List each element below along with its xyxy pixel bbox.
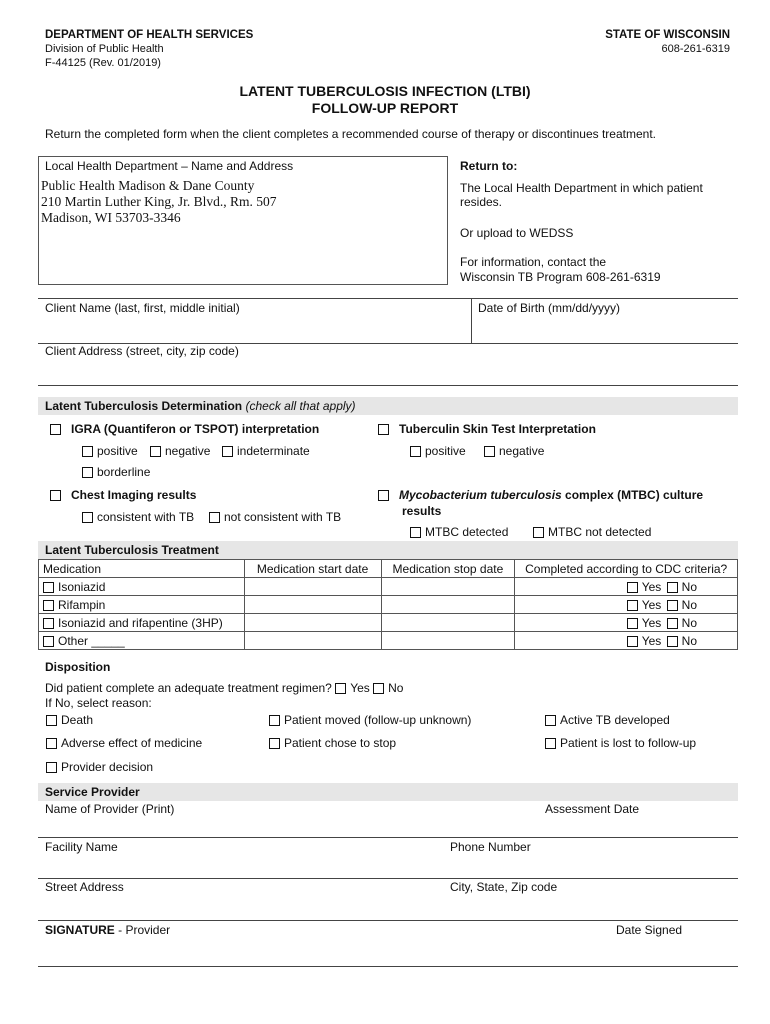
checkbox-icon[interactable] — [545, 715, 556, 726]
form-title-line1: LATENT TUBERCULOSIS INFECTION (LTBI) — [239, 83, 531, 99]
form-title-line2: FOLLOW-UP REPORT — [311, 100, 459, 116]
igra-borderline-checkbox[interactable]: borderline — [82, 465, 150, 479]
checkbox-icon[interactable] — [46, 762, 57, 773]
no-checkbox[interactable] — [667, 582, 678, 593]
division-name: Division of Public Health — [45, 43, 164, 55]
start-date-cell[interactable] — [244, 632, 381, 650]
yes-checkbox[interactable] — [627, 600, 638, 611]
checkbox-icon[interactable] — [50, 424, 61, 435]
disposition-heading: Disposition — [45, 660, 111, 674]
igra-negative-checkbox[interactable]: negative — [150, 444, 210, 458]
tst-negative-checkbox[interactable]: negative — [484, 444, 544, 458]
checkbox-icon[interactable] — [46, 715, 57, 726]
determination-heading: Latent Tuberculosis Determination (check all that apply) — [38, 397, 738, 415]
reason-moved-checkbox[interactable]: Patient moved (follow-up unknown) — [269, 713, 471, 727]
medication-isoniazid-checkbox[interactable]: Isoniazid — [39, 578, 245, 596]
reason-lost-to-followup-checkbox[interactable]: Patient is lost to follow-up — [545, 736, 696, 750]
checkbox-icon[interactable] — [378, 424, 389, 435]
table-row — [39, 578, 738, 596]
lhd-label: Local Health Department – Name and Address — [45, 159, 294, 173]
disposition-no-checkbox[interactable] — [373, 683, 384, 694]
mtbc-label-italic: Mycobacterium tuberculosis — [399, 488, 562, 502]
checkbox-icon[interactable] — [209, 512, 220, 523]
treatment-table — [38, 559, 738, 650]
treatment-heading: Latent Tuberculosis Treatment — [38, 541, 738, 559]
chest-imaging-label: Chest Imaging results — [71, 488, 197, 502]
medication-rifampin-checkbox[interactable]: Rifampin — [39, 596, 245, 614]
mtbc-label-line2: results — [402, 504, 442, 518]
medication-other-checkbox[interactable]: Other _____ — [39, 632, 245, 650]
column-header: Medication stop date — [381, 560, 515, 578]
igra-label: IGRA (Quantiferon or TSPOT) interpretation — [71, 422, 320, 436]
checkbox-icon[interactable] — [269, 738, 280, 749]
state-name: STATE OF WISCONSIN — [605, 29, 730, 41]
reason-adverse-effect-checkbox[interactable]: Adverse effect of medicine — [46, 736, 202, 750]
checkbox-icon[interactable] — [82, 467, 93, 478]
igra-checkbox[interactable] — [50, 422, 319, 436]
yes-checkbox[interactable] — [627, 636, 638, 647]
cdc-criteria-cell: Yes No — [515, 632, 738, 650]
lhd-line3: Madison, WI 53703-3346 — [41, 210, 181, 225]
client-address-label: Client Address (street, city, zip code) — [45, 344, 239, 358]
facility-name-label: Facility Name — [45, 840, 118, 854]
city-state-zip-label: City, State, Zip code — [450, 880, 558, 894]
checkbox-icon[interactable] — [378, 490, 389, 501]
tst-label: Tuberculin Skin Test Interpretation — [399, 422, 596, 436]
reason-death-checkbox[interactable]: Death — [46, 713, 93, 727]
street-address-label: Street Address — [45, 880, 124, 894]
checkbox-icon[interactable] — [150, 446, 161, 457]
checkbox-icon[interactable] — [484, 446, 495, 457]
checkbox-icon[interactable] — [82, 512, 93, 523]
mtbc-detected-checkbox[interactable]: MTBC detected — [410, 525, 508, 539]
chest-imaging-checkbox[interactable] — [50, 488, 196, 502]
checkbox-icon[interactable] — [43, 636, 54, 647]
lhd-line2: 210 Martin Luther King, Jr. Blvd., Rm. 507 — [41, 194, 277, 209]
header-phone: 608-261-6319 — [661, 43, 730, 55]
yes-checkbox[interactable] — [627, 618, 638, 629]
checkbox-icon[interactable] — [222, 446, 233, 457]
chest-not-consistent-checkbox[interactable]: not consistent with TB — [209, 510, 341, 524]
return-to-line1: The Local Health Department in which patient — [460, 181, 703, 195]
stop-date-cell[interactable] — [381, 632, 515, 650]
assessment-date-label: Assessment Date — [545, 802, 640, 816]
igra-indeterminate-checkbox[interactable]: indeterminate — [222, 444, 310, 458]
yes-checkbox[interactable] — [627, 582, 638, 593]
checkbox-icon[interactable] — [82, 446, 93, 457]
start-date-cell[interactable] — [244, 578, 381, 596]
mtbc-label-rest: complex (MTBC) culture — [561, 488, 704, 502]
no-checkbox[interactable] — [667, 600, 678, 611]
reason-provider-decision-checkbox[interactable]: Provider decision — [46, 760, 153, 774]
stop-date-cell[interactable] — [381, 614, 515, 632]
mtbc-checkbox[interactable] — [378, 488, 703, 502]
checkbox-icon[interactable] — [410, 446, 421, 457]
dob-label: Date of Birth (mm/dd/yyyy) — [478, 301, 621, 315]
checkbox-icon[interactable] — [43, 600, 54, 611]
phone-number-label: Phone Number — [450, 840, 531, 854]
column-header: Completed according to CDC criteria? — [515, 560, 738, 578]
reason-active-tb-checkbox[interactable]: Active TB developed — [545, 713, 670, 727]
start-date-cell[interactable] — [244, 614, 381, 632]
stop-date-cell[interactable] — [381, 578, 515, 596]
checkbox-icon[interactable] — [43, 582, 54, 593]
return-to-line5: Wisconsin TB Program 608-261-6319 — [460, 270, 661, 284]
cdc-criteria-cell: Yes No — [515, 578, 738, 596]
client-name-label: Client Name (last, first, middle initial) — [45, 301, 240, 315]
cdc-criteria-cell: Yes No — [515, 614, 738, 632]
column-header: Medication — [39, 560, 245, 578]
table-row — [39, 596, 738, 614]
service-provider-heading: Service Provider — [38, 783, 738, 801]
form-number: F-44125 (Rev. 01/2019) — [45, 57, 161, 69]
return-to-heading: Return to: — [460, 159, 518, 173]
stop-date-cell[interactable] — [381, 596, 515, 614]
igra-positive-checkbox[interactable]: positive — [82, 444, 138, 458]
medication-3hp-checkbox[interactable]: Isoniazid and rifapentine (3HP) — [39, 614, 245, 632]
checkbox-icon[interactable] — [410, 527, 421, 538]
instructions-text: Return the completed form when the client completes a recommended course of therapy or discontinues treatment. — [45, 127, 656, 141]
disposition-question: Did patient complete an adequate treatment regimen? Yes No — [45, 681, 404, 695]
return-to-line4: For information, contact the — [460, 255, 607, 269]
tst-positive-checkbox[interactable]: positive — [410, 444, 466, 458]
cdc-criteria-cell: Yes No — [515, 596, 738, 614]
checkbox-icon[interactable] — [533, 527, 544, 538]
checkbox-icon[interactable] — [545, 738, 556, 749]
signature-label: SIGNATURE - Provider — [45, 923, 171, 937]
column-header: Medication start date — [244, 560, 381, 578]
mtbc-not-detected-checkbox[interactable]: MTBC not detected — [533, 525, 651, 539]
provider-name-label: Name of Provider (Print) — [45, 802, 175, 816]
reason-chose-to-stop-checkbox[interactable]: Patient chose to stop — [269, 736, 396, 750]
lhd-line1: Public Health Madison & Dane County — [41, 178, 255, 193]
disposition-yes-checkbox[interactable] — [335, 683, 346, 694]
no-checkbox[interactable] — [667, 618, 678, 629]
table-header-row — [39, 560, 738, 578]
return-to-line3: Or upload to WEDSS — [460, 226, 574, 240]
no-checkbox[interactable] — [667, 636, 678, 647]
department-name: DEPARTMENT OF HEALTH SERVICES — [45, 29, 254, 41]
date-signed-label: Date Signed — [616, 923, 683, 937]
checkbox-icon[interactable] — [43, 618, 54, 629]
table-row — [39, 614, 738, 632]
checkbox-icon[interactable] — [50, 490, 61, 501]
return-to-line2: resides. — [460, 195, 503, 209]
checkbox-icon[interactable] — [269, 715, 280, 726]
if-no-label: If No, select reason: — [45, 696, 152, 710]
tst-checkbox[interactable] — [378, 422, 596, 436]
checkbox-icon[interactable] — [46, 738, 57, 749]
chest-consistent-checkbox[interactable]: consistent with TB — [82, 510, 194, 524]
start-date-cell[interactable] — [244, 596, 381, 614]
table-row — [39, 632, 738, 650]
